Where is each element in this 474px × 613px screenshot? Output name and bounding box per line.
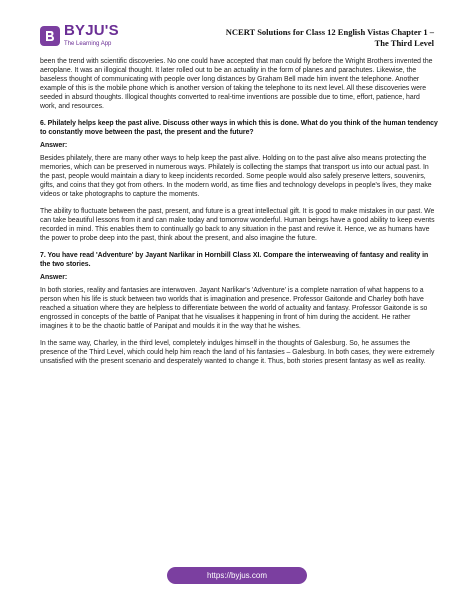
answer-6-paragraph-2: The ability to fluctuate between the past, present, and future is a great intellectual gift. It is good to make mistakes in our past. We can take beautiful lessons from it and can make today and tomorrow wonderful. Human beings have a good ability to keep events recorded in mind. This enables them to continually go back to any situation in the past and revive it. Hence, we as humans have the power to probe deep into the past, think about the present, and also imagine the future. xyxy=(40,208,435,242)
question-7: 7. You have read 'Adventure' by Jayant Narlikar in Hornbill Class XI. Compare the interweaving of fantasy and reality in the two stories. xyxy=(40,252,429,268)
footer-url-link[interactable]: https://byjus.com xyxy=(167,567,307,584)
paragraph-continuation: been the trend with scientific discoveries. No one could have accepted that man could fly before the Wright Brothers invented the aeroplane. It was an illogical thought. It later rolled out to be an actuality in the form of planes and parachutes. Likewise, the baseless thought of communicating with people over long distances by Graham Bell made him invent the telephone. Another example of this is the mobile phone which is another version of taking the telephone to its next level. All these discoveries were seeded in absurd thoughts. Illogical thoughts converted to real-time inventions are possible due to time, effort, patience, hard work, and resources. xyxy=(40,58,433,110)
brand-tagline: The Learning App xyxy=(64,41,112,47)
document-title-line-2: The Third Level xyxy=(374,38,434,48)
question-6: 6. Philately helps keep the past alive. Discuss other ways in which this is done. What do you think of the human tendency to constantly move between the past, the present and the future? xyxy=(40,120,438,136)
logo-text xyxy=(64,24,119,48)
page-header xyxy=(0,0,474,60)
brand-name: BYJU'S xyxy=(64,22,119,39)
answer-label-7: Answer: xyxy=(40,274,68,281)
answer-7-paragraph-2: In the same way, Charley, in the third level, completely indulges himself in the thoughts of Galesburg. So, he assumes the presence of the Third Level, which could help him reach the land of his fantasies – Galesburg. In both cases, they were extremely unsatisfied with the present scenario and desperately wanted to change it. Thus, both stories present fantasy as well as reality. xyxy=(40,340,435,365)
answer-label-6: Answer: xyxy=(40,142,68,149)
page-content xyxy=(40,57,438,374)
document-title xyxy=(214,27,434,49)
answer-6-paragraph-1: Besides philately, there are many other ways to help keep the past alive. Holding on to the past alive also means protecting the memories, which can be preserved in numerous ways. Philately is collecting the stamps that transport us into our actual past. In the past, people would maintain a diary to keep incidents recorded. Some people would also safely preserve letters, souvenirs, gifts, and coins that they got from others. In the modern world, as time flies and technology develops in people's lives, they make videos or take photographs to capture the moments. xyxy=(40,155,432,198)
document-title-line-1: NCERT Solutions for Class 12 English Vistas Chapter 1 – xyxy=(225,27,434,37)
byjus-logo-icon xyxy=(40,26,60,46)
answer-7-paragraph-1: In both stories, reality and fantasies are interwoven. Jayant Narlikar's 'Adventure' is a complete narration of what happens to a person when his life is stuck between two worlds that is imagination and presence. Professor Gaitonde and Charley both have reached a situation where they are helpless to differentiate between the world of actuality and fantasy. Professor Gaitonde is so engrossed in concepts of the battle of Panipat that he visualises it happening in front of him during the accident. He rather imagines it to be the chaotic battle of Panipat and moulds it in the way that he wishes. xyxy=(40,287,428,330)
byjus-logo xyxy=(40,24,119,48)
